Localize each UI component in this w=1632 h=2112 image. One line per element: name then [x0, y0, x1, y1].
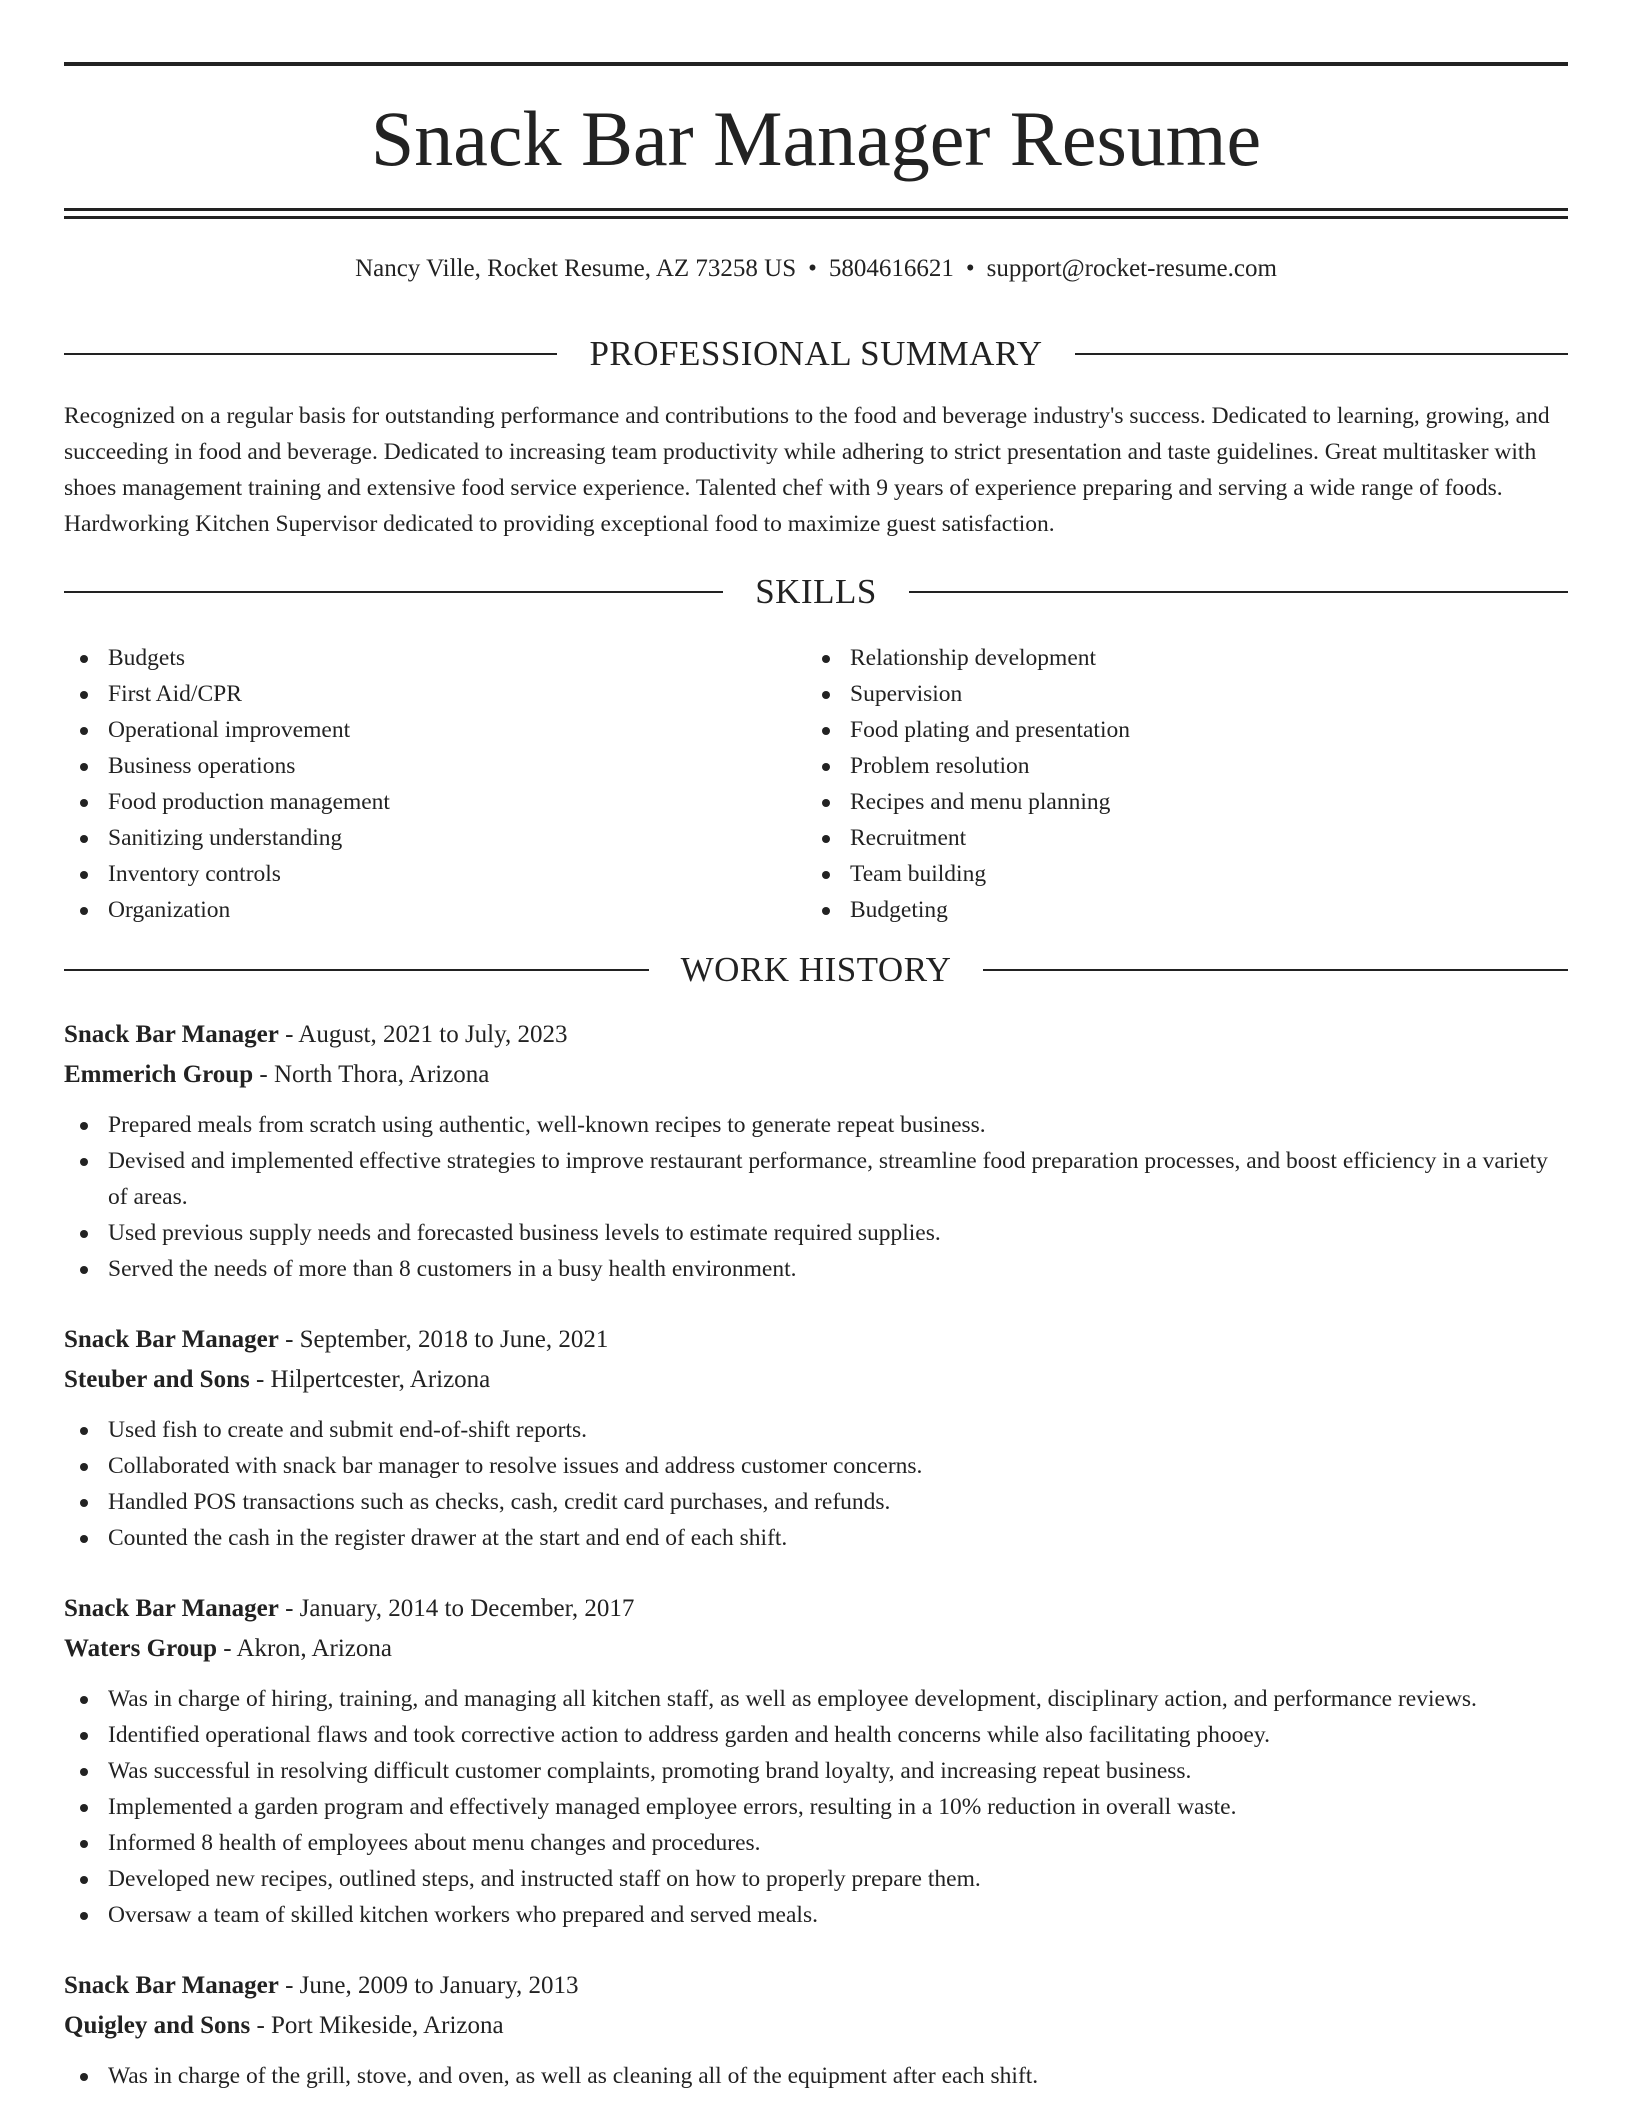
duty-item: Was in charge of hiring, training, and managing all kitchen staff, as well as employee development, disciplinary action, and performance reviews.	[64, 1681, 1568, 1717]
skills-list-left	[64, 640, 806, 928]
skill-item: Operational improvement	[64, 712, 806, 748]
job-entry	[64, 1589, 1568, 1933]
job-company: Steuber and Sons	[64, 1366, 250, 1393]
heading-rule-right	[983, 969, 1568, 971]
summary-text: Recognized on a regular basis for outstanding performance and contributions to the food and beverage industry's success. Dedicated to learning, growing, and succeeding in food and beverage. Dedicated to increasing team productivity while adhering to strict presentation and taste guidelines. Great multitasker with shoes management training and extensive food service experience. Talented chef with 9 years of experience preparing and serving a wide range of foods. Hardworking Kitchen Supervisor dedicated to providing exceptional food to maximize guest satisfaction.	[64, 403, 1550, 537]
summary-heading-row	[64, 332, 1568, 376]
heading-rule-left	[64, 969, 649, 971]
duty-item: Used previous supply needs and forecasted business levels to estimate required supplies.	[64, 1215, 1568, 1251]
work-history-heading-row	[64, 948, 1568, 992]
header-double-rule	[64, 208, 1568, 219]
job-duties-list	[64, 1412, 1568, 1556]
job-duties-list	[64, 1107, 1568, 1287]
job-title: Snack Bar Manager	[64, 1326, 279, 1353]
skill-item: Supervision	[806, 676, 1548, 712]
job-dates: - June, 2009 to January, 2013	[285, 1972, 579, 1999]
duty-item: Developed new recipes, outlined steps, and instructed staff on how to properly prepare them.	[64, 1861, 1568, 1897]
skills-heading: SKILLS	[755, 572, 877, 611]
job-dates: - August, 2021 to July, 2023	[285, 1021, 568, 1048]
duty-item: Oversaw a team of skilled kitchen workers who prepared and served meals.	[64, 1897, 1568, 1933]
duty-item: Handled POS transactions such as checks, cash, credit card purchases, and refunds.	[64, 1484, 1568, 1520]
duty-item: Identified operational flaws and took corrective action to address garden and health concerns while also facilitating phooey.	[64, 1717, 1568, 1753]
skill-item: Business operations	[64, 748, 806, 784]
job-company: Waters Group	[64, 1635, 218, 1662]
job-title: Snack Bar Manager	[64, 1021, 279, 1048]
header-top-rule	[64, 62, 1568, 66]
resume-title: Snack Bar Manager Resume	[370, 95, 1262, 182]
skill-item: Relationship development	[806, 640, 1548, 676]
duty-item: Prepared meals from scratch using authentic, well-known recipes to generate repeat business.	[64, 1107, 1568, 1143]
contact-separator: •	[965, 255, 975, 282]
heading-rule-left	[64, 353, 557, 355]
job-title: Snack Bar Manager	[64, 1595, 279, 1622]
job-location: - Hilpertcester, Arizona	[255, 1366, 491, 1393]
contact-separator: •	[808, 255, 817, 282]
job-entry	[64, 1966, 1568, 2094]
skill-item: Inventory controls	[64, 856, 806, 892]
skill-item: Organization	[64, 892, 806, 928]
work-history-heading: WORK HISTORY	[680, 950, 952, 989]
job-entry	[64, 1015, 1568, 1287]
job-title-line	[64, 1320, 1568, 1360]
job-dates: - January, 2014 to December, 2017	[285, 1595, 635, 1622]
job-company: Quigley and Sons	[64, 2012, 251, 2039]
job-title: Snack Bar Manager	[64, 1972, 279, 1999]
heading-rule-right	[909, 591, 1568, 593]
duty-item: Devised and implemented effective strategies to improve restaurant performance, streamline food preparation processes, and boost efficiency in a variety of areas.	[64, 1143, 1568, 1215]
job-duties-list	[64, 1681, 1568, 1933]
job-location: - North Thora, Arizona	[259, 1061, 490, 1088]
duty-item: Collaborated with snack bar manager to resolve issues and address customer concerns.	[64, 1448, 1568, 1484]
duty-item: Was successful in resolving difficult customer complaints, promoting brand loyalty, and increasing repeat business.	[64, 1753, 1568, 1789]
skills-heading-row	[64, 570, 1568, 614]
skill-item: First Aid/CPR	[64, 676, 806, 712]
job-company: Emmerich Group	[64, 1061, 254, 1088]
job-location: - Port Mikeside, Arizona	[256, 2012, 504, 2039]
duty-item: Informed 8 health of employees about menu changes and procedures.	[64, 1825, 1568, 1861]
job-company-line	[64, 2006, 1568, 2046]
duty-item: Implemented a garden program and effectively managed employee errors, resulting in a 10% reduction in overall waste.	[64, 1789, 1568, 1825]
job-dates: - September, 2018 to June, 2021	[285, 1326, 609, 1353]
heading-rule-right	[1075, 353, 1568, 355]
skills-columns	[64, 640, 1568, 928]
job-company-line	[64, 1629, 1568, 1669]
heading-rule-left	[64, 591, 723, 593]
contact-line	[64, 252, 1568, 286]
contact-email: support@rocket-resume.com	[986, 255, 1277, 282]
contact-address: Nancy Ville, Rocket Resume, AZ 73258 US	[355, 255, 797, 282]
skill-item: Recipes and menu planning	[806, 784, 1548, 820]
duty-item: Counted the cash in the register drawer at the start and end of each shift.	[64, 1520, 1568, 1556]
job-entry	[64, 1320, 1568, 1556]
skill-item: Budgeting	[806, 892, 1548, 928]
job-company-line	[64, 1055, 1568, 1095]
job-title-line	[64, 1589, 1568, 1629]
job-company-line	[64, 1360, 1568, 1400]
contact-phone: 5804616621	[828, 255, 954, 282]
job-location: - Akron, Arizona	[223, 1635, 392, 1662]
duty-item: Used fish to create and submit end-of-shift reports.	[64, 1412, 1568, 1448]
skill-item: Team building	[806, 856, 1548, 892]
duty-item: Served the needs of more than 8 customers in a busy health environment.	[64, 1251, 1568, 1287]
skills-list-right	[806, 640, 1548, 928]
skill-item: Recruitment	[806, 820, 1548, 856]
job-title-line	[64, 1015, 1568, 1055]
duty-item: Was in charge of the grill, stove, and oven, as well as cleaning all of the equipment after each shift.	[64, 2058, 1568, 2094]
skill-item: Food production management	[64, 784, 806, 820]
skill-item: Sanitizing understanding	[64, 820, 806, 856]
skill-item: Budgets	[64, 640, 806, 676]
summary-heading: PROFESSIONAL SUMMARY	[589, 334, 1043, 373]
job-duties-list	[64, 2058, 1568, 2094]
skill-item: Problem resolution	[806, 748, 1548, 784]
skill-item: Food plating and presentation	[806, 712, 1548, 748]
job-title-line	[64, 1966, 1568, 2006]
